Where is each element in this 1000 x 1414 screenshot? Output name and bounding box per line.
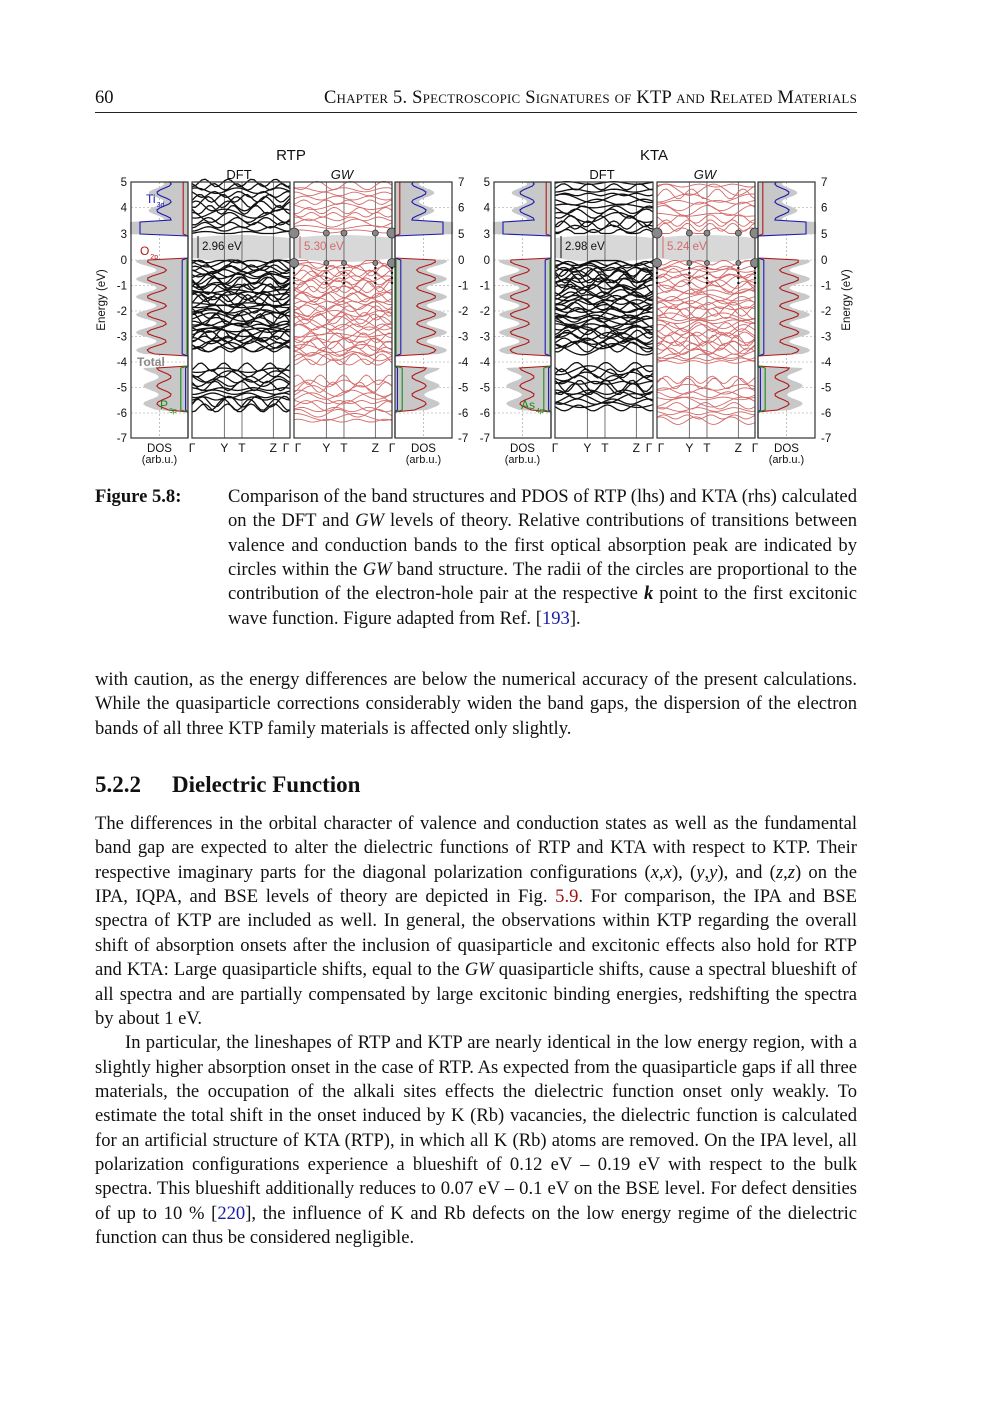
band-line: [657, 358, 755, 361]
text-segment: quasiparticle shifts, cause a spectral blueshift of all spectra and are partially compensated by large excitonic binding energies, redshifting the spectra by about 1 eV.: [95, 959, 857, 1029]
band-line: [657, 408, 755, 412]
text-segment: ].: [569, 607, 581, 629]
band-line: [294, 414, 392, 421]
y-axis-label: Energy (eV): [841, 269, 853, 331]
gap-label: 2.96 eV: [202, 241, 242, 253]
exciton-weight-dot: [754, 282, 756, 284]
exciton-weight-dot: [737, 282, 739, 284]
text-segment: GW: [355, 510, 384, 532]
reference-link[interactable]: 220: [217, 1202, 246, 1224]
band-line: [657, 392, 755, 398]
material-title: RTP: [276, 147, 306, 164]
band-line: [294, 188, 392, 192]
axis-tick-label: -6: [479, 408, 490, 420]
exciton-weight-dot: [325, 277, 327, 279]
axis-tick-label: -6: [458, 408, 469, 420]
gw-panel-title: GW: [693, 167, 717, 182]
exciton-weight-circle: [652, 228, 662, 238]
text-segment: The differences in the orbital character of valence and conduction states as well as the fundamental band gap are expected to alter the dielectric functions of RTP and KTA with respect to KTP. Their respective imaginary parts for the diagonal polarization configurations (: [95, 813, 857, 883]
text-segment: . For comparison, the IPA and BSE spectra of KTP are included as well. In general, the observations within KTP regarding the overall shift of absorption onsets after the inclusion of quasiparticle and excitonic effects also hold for RTP and KTA: Large quasiparticle shifts, equal to the: [95, 886, 857, 981]
axis-tick-label: -4: [116, 357, 127, 369]
exciton-weight-dot: [688, 267, 690, 269]
exciton-weight-dot: [706, 277, 708, 279]
axis-tick-label: 4: [120, 202, 127, 215]
dos-axis-unit: (arb.u.): [504, 454, 541, 466]
text-segment: ), (: [671, 861, 697, 883]
band-line: [192, 379, 290, 386]
kpoint-label: Γ: [282, 441, 290, 455]
axis-tick-label: -7: [479, 433, 490, 445]
axis-tick-label: -1: [479, 280, 490, 293]
dft-panel-title: DFT: [589, 167, 615, 182]
exciton-weight-dot: [754, 267, 756, 269]
exciton-weight-circle: [704, 261, 709, 266]
figure-caption: [95, 485, 857, 631]
axis-tick-label: 6: [458, 202, 465, 215]
band-line: [657, 415, 755, 419]
exciton-weight-dot: [656, 267, 658, 269]
exciton-weight-dot: [688, 272, 690, 274]
axis-tick-label: 0: [483, 255, 490, 267]
kpoint-label: Z: [371, 441, 380, 455]
band-line: [294, 203, 392, 209]
exciton-weight-dot: [343, 272, 345, 274]
axis-tick-label: -3: [479, 331, 490, 344]
exciton-weight-circle: [704, 230, 710, 236]
exciton-weight-dot: [706, 282, 708, 284]
dos-axis-label: DOS: [774, 443, 799, 455]
dos-axis-unit: (arb.u.): [768, 454, 805, 466]
exciton-weight-dot: [754, 272, 756, 274]
band-line: [657, 361, 755, 364]
text-segment: ,: [704, 861, 710, 883]
gw-panel-title: GW: [330, 167, 354, 182]
band-line: [294, 382, 392, 393]
paragraph: [95, 812, 857, 1031]
text-segment: levels of theory. Relative contributions of transitions between valence and conduction bands to the first optical absorption peak are indicated by circles within the: [228, 510, 857, 581]
exciton-weight-dot: [737, 272, 739, 274]
text-segment: x: [650, 861, 660, 883]
reference-link[interactable]: 5.9: [555, 886, 579, 908]
exciton-weight-circle: [290, 259, 299, 268]
band-line: [294, 212, 392, 217]
paragraph: [95, 668, 857, 741]
band-line: [657, 412, 755, 415]
axis-tick-label: 7: [458, 177, 465, 189]
exciton-weight-dot: [391, 282, 393, 284]
kpoint-label: T: [340, 441, 348, 455]
exciton-weight-dot: [325, 272, 327, 274]
axis-tick-label: -2: [458, 306, 469, 318]
text-segment: k: [643, 583, 654, 605]
kpoint-label: Z: [632, 441, 641, 455]
axis-tick-label: -6: [116, 408, 127, 420]
gap-label: 5.24 eV: [667, 241, 707, 253]
exciton-weight-dot: [293, 282, 295, 284]
axis-tick-label: -4: [479, 357, 490, 369]
page-number: 60: [95, 88, 114, 108]
axis-tick-label: 0: [821, 255, 828, 267]
text-segment: In particular, the lineshapes of RTP and KTP are nearly identical in the low energy region, with a slightly higher absorption onset in the case of RTP. As expected from the quasiparticle gaps if all three materials, the occupation of the alkali sites effects the dielectric function onset only weakly. To estimate the total shift in the onset induced by K (Rb) vacancies, the dielectric function is calculated for an artificial structure of KTA (RTP), in which all K (Rb) atoms are removed. On the IPA level, all polarization configurations experience a blueshift of 0.12 eV – 0.19 eV with respect to the bulk spectra. This blueshift additionally reduces to 0.07 eV – 0.1 eV on the BSE level. For defect densities of up to 10 % [: [95, 1032, 857, 1224]
axis-tick-label: -1: [116, 280, 127, 293]
axis-tick-label: 0: [120, 255, 127, 267]
gap-label: 2.98 eV: [565, 241, 605, 253]
y-axis-label: Energy (eV): [96, 269, 108, 331]
text-segment: y: [709, 861, 718, 883]
figure-5-8-band-structures: [0, 0, 1000, 480]
ti-3d-label-subscript: 3d: [156, 202, 165, 209]
exciton-weight-dot: [391, 267, 393, 269]
axis-tick-label: -7: [116, 433, 127, 445]
text-segment: ,: [783, 861, 788, 883]
dos-axis-label: DOS: [411, 443, 436, 455]
exciton-weight-dot: [374, 272, 376, 274]
exciton-weight-dot: [293, 277, 295, 279]
section-title: Dielectric Function: [172, 772, 361, 798]
section-number: 5.2.2: [95, 772, 141, 798]
band-line: [192, 232, 290, 234]
exciton-weight-circle: [372, 230, 378, 236]
exciton-weight-dot: [325, 267, 327, 269]
kpoint-label: Z: [734, 441, 743, 455]
exciton-weight-dot: [391, 277, 393, 279]
axis-tick-label: 6: [821, 202, 828, 215]
kpoint-label: Γ: [188, 441, 196, 455]
axis-tick-label: -4: [458, 357, 469, 369]
kpoint-label: Y: [220, 441, 229, 455]
exciton-weight-dot: [374, 267, 376, 269]
band-line: [294, 196, 392, 200]
text-segment: x: [663, 861, 672, 883]
exciton-weight-dot: [293, 267, 295, 269]
dos-axis-unit: (arb.u.): [405, 454, 442, 466]
exciton-weight-dot: [656, 277, 658, 279]
band-line: [192, 363, 290, 371]
exciton-weight-dot: [688, 277, 690, 279]
gw-band-panel: [652, 182, 760, 438]
text-segment: ), and (: [717, 861, 776, 883]
o-2p-label-subscript: 2p: [150, 254, 159, 261]
axis-tick-label: -3: [821, 331, 832, 344]
axis-tick-label: -7: [458, 433, 469, 445]
kpoint-label: Γ: [751, 441, 759, 455]
reference-link[interactable]: 193: [541, 607, 570, 629]
band-line: [657, 189, 755, 199]
text-column: [95, 485, 857, 1250]
axis-tick-label: 5: [120, 177, 127, 189]
kpoint-label: T: [601, 441, 609, 455]
text-segment: GW: [362, 559, 392, 581]
material-title: KTA: [639, 147, 669, 164]
dft-panel-title: DFT: [226, 167, 252, 182]
axis-tick-label: 5: [821, 229, 828, 241]
exciton-weight-dot: [737, 267, 739, 269]
axis-tick-label: 3: [120, 229, 127, 241]
exciton-weight-circle: [736, 261, 741, 266]
total-dos-label: Total: [137, 355, 165, 369]
kpoint-label: Y: [322, 441, 331, 455]
dft-band-panel: [192, 179, 290, 438]
chapter-title: Chapter 5. Spectroscopic Signatures of KTP and Related Materials: [323, 88, 857, 108]
kpoint-label: Γ: [294, 441, 302, 455]
text-segment: ) on the IPA, IQPA, and BSE levels of theory are depicted in Fig.: [95, 861, 857, 908]
exciton-weight-dot: [706, 272, 708, 274]
axis-tick-label: -3: [116, 331, 127, 344]
axis-tick-label: 5: [458, 229, 465, 241]
dos-panel: [395, 182, 453, 438]
band-line: [294, 192, 392, 196]
axis-tick-label: -7: [821, 433, 832, 445]
exciton-weight-dot: [343, 282, 345, 284]
exciton-weight-circle: [653, 259, 662, 268]
exciton-weight-dot: [343, 277, 345, 279]
dos-axis-unit: (arb.u.): [141, 454, 178, 466]
axis-tick-label: 3: [483, 229, 490, 241]
axis-tick-label: -5: [821, 382, 832, 395]
exciton-weight-circle: [373, 261, 378, 266]
axis-tick-label: 0: [458, 255, 465, 267]
exciton-weight-dot: [293, 272, 295, 274]
exciton-weight-dot: [374, 282, 376, 284]
axis-tick-label: -5: [458, 382, 469, 395]
gw-band-panel: [289, 181, 397, 438]
exciton-weight-circle: [735, 230, 741, 236]
axis-tick-label: 7: [821, 177, 828, 189]
axis-tick-label: -5: [479, 382, 490, 395]
kpoint-label: Γ: [388, 441, 396, 455]
exciton-weight-dot: [656, 272, 658, 274]
axis-tick-label: -2: [116, 306, 127, 318]
kpoint-label: Γ: [645, 441, 653, 455]
text-segment: band structure. The radii of the circles are proportional to the contribution of the electron-hole pair at the respective: [228, 559, 857, 605]
paragraph: [95, 1031, 857, 1250]
exciton-weight-circle: [289, 228, 299, 238]
axis-tick-label: -1: [458, 280, 469, 293]
exciton-weight-dot: [706, 267, 708, 269]
exciton-weight-dot: [688, 282, 690, 284]
section-heading: [95, 771, 857, 799]
axis-tick-label: -1: [821, 280, 832, 293]
exciton-weight-circle: [686, 230, 692, 236]
axis-tick-label: 5: [483, 177, 490, 189]
dos-axis-label: DOS: [510, 443, 535, 455]
band-line: [294, 200, 392, 205]
text-segment: ,: [659, 861, 664, 883]
exciton-weight-dot: [754, 277, 756, 279]
exciton-weight-circle: [341, 230, 347, 236]
dos-panel: [758, 182, 816, 438]
band-line: [555, 213, 653, 223]
text-segment: y: [696, 861, 705, 883]
kpoint-label: T: [238, 441, 246, 455]
axis-tick-label: -4: [821, 357, 832, 369]
exciton-weight-circle: [341, 261, 346, 266]
axis-tick-label: 4: [483, 202, 490, 215]
text-segment: GW: [464, 959, 494, 981]
text-segment: z: [775, 861, 784, 883]
text-segment: Comparison of the band structures and PDOS of RTP (lhs) and KTA (rhs) calculated on the DFT and: [228, 486, 857, 532]
dos-axis-label: DOS: [147, 443, 172, 455]
band-line: [657, 376, 755, 383]
gap-label: 5.30 eV: [304, 241, 344, 253]
exciton-weight-circle: [323, 230, 329, 236]
exciton-weight-circle: [324, 261, 329, 266]
p-3p-label-subscript: 3p: [169, 408, 177, 415]
exciton-weight-dot: [374, 277, 376, 279]
text-segment: with caution, as the energy differences are below the numerical accuracy of the present calculations. While the quasiparticle corrections considerably widen the band gaps, the dispersion of the electron bands of all three KTP family materials is affected only slightly.: [95, 669, 857, 739]
exciton-weight-dot: [343, 267, 345, 269]
kpoint-label: Γ: [551, 441, 559, 455]
kpoint-label: T: [703, 441, 711, 455]
as-4p-label-subscript: 4p: [536, 408, 544, 415]
band-line: [294, 316, 392, 327]
caption-text: [228, 485, 857, 631]
band-line: [657, 306, 755, 317]
text-segment: z: [787, 861, 795, 883]
axis-tick-label: -5: [116, 382, 127, 395]
o-2p-label: O: [140, 244, 150, 258]
dft-band-panel: [555, 182, 653, 438]
p-3p-label: P: [160, 398, 169, 412]
kpoint-label: Y: [685, 441, 694, 455]
axis-tick-label: -2: [821, 306, 832, 318]
dos-panel: [130, 182, 188, 438]
axis-tick-label: -6: [821, 408, 832, 420]
caption-label: Figure 5.8:: [95, 486, 182, 507]
kpoint-label: Γ: [657, 441, 665, 455]
band-line: [294, 286, 392, 293]
text-segment: ], the influence of K and Rb defects on the low energy regime of the dielectric function can thus be considered negligible.: [95, 1202, 858, 1248]
exciton-weight-dot: [391, 272, 393, 274]
axis-tick-label: -2: [479, 306, 490, 318]
kpoint-label: Z: [269, 441, 278, 455]
ti-3d-label: Ti: [146, 192, 156, 206]
exciton-weight-dot: [656, 282, 658, 284]
exciton-weight-circle: [687, 261, 692, 266]
text-segment: point to the first excitonic wave function. Figure adapted from Ref. [: [228, 583, 857, 629]
exciton-weight-dot: [325, 282, 327, 284]
kpoint-label: Y: [583, 441, 592, 455]
exciton-weight-dot: [737, 277, 739, 279]
axis-tick-label: -3: [458, 331, 469, 344]
as-4p-label: As: [521, 398, 536, 412]
